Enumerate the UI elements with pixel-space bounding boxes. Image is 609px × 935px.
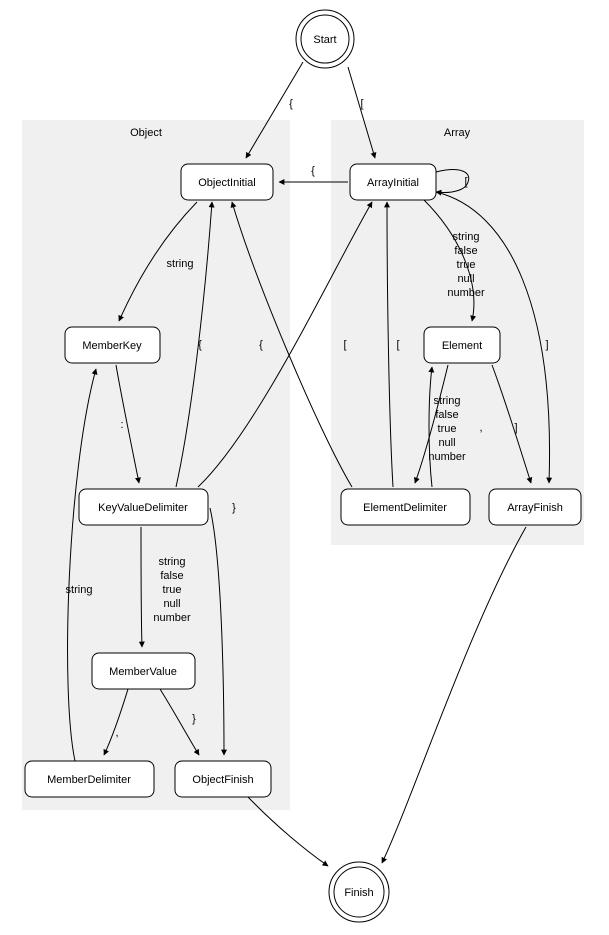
node-element[interactable] bbox=[424, 327, 500, 363]
node-object-initial-label: ObjectInitial bbox=[198, 176, 256, 189]
edge-label-array-element-l5: number bbox=[447, 286, 485, 299]
edge-label-elementdelim-element-l2: false bbox=[435, 408, 459, 421]
edge-label-object-memberkey: string bbox=[166, 257, 194, 270]
edge-label-kvd-membervalue-l5: number bbox=[153, 611, 191, 624]
cluster-array-label: Array bbox=[443, 126, 471, 139]
node-array-finish-label: ArrayFinish bbox=[507, 501, 563, 514]
node-member-key-label: MemberKey bbox=[82, 339, 142, 352]
edge-arrayfinish-finish bbox=[382, 527, 526, 863]
node-element-label: Element bbox=[441, 339, 483, 352]
node-object-finish-label: ObjectFinish bbox=[192, 773, 254, 786]
edge-label-array-arrayfinish: ] bbox=[545, 338, 549, 351]
edge-label-array-self: [ bbox=[464, 175, 468, 188]
node-array-finish[interactable] bbox=[489, 489, 581, 525]
edge-label-elementdelim-object: { bbox=[259, 338, 263, 351]
edge-label-kvd-membervalue-l2: false bbox=[160, 569, 184, 582]
edge-label-array-element-l2: false bbox=[454, 244, 478, 257]
node-array-initial-label: ArrayInitial bbox=[367, 176, 419, 189]
cluster-object bbox=[22, 120, 290, 810]
node-object-initial[interactable] bbox=[181, 164, 273, 200]
node-start-label: Start bbox=[313, 33, 337, 46]
edge-label-memberdelim-memberkey: string bbox=[65, 583, 93, 596]
edge-label-kvd-membervalue-l1: string bbox=[158, 555, 186, 568]
node-member-delimiter-label: MemberDelimiter bbox=[47, 773, 131, 786]
node-element-delimiter[interactable] bbox=[341, 489, 470, 525]
node-array-initial[interactable] bbox=[350, 164, 436, 200]
edge-label-kvd-membervalue-l3: true bbox=[162, 583, 182, 596]
edge-label-kvd-objectfinish: } bbox=[232, 501, 236, 514]
edge-label-membervalue-memberdelim: , bbox=[115, 726, 119, 739]
edge-label-start-array: [ bbox=[360, 97, 364, 110]
node-member-value-label: MemberValue bbox=[109, 665, 177, 678]
edge-label-elementdelim-element-l5: number bbox=[428, 450, 466, 463]
node-key-value-delimiter-label: KeyValueDelimiter bbox=[98, 501, 188, 514]
node-object-finish[interactable] bbox=[175, 761, 271, 797]
edge-label-array-element-l4: null bbox=[457, 272, 475, 285]
node-member-key[interactable] bbox=[65, 327, 160, 363]
edge-label-kvd-membervalue-l4: null bbox=[163, 597, 181, 610]
edge-label-kvd-array: [ bbox=[343, 338, 347, 351]
edge-label-memberkey-kvd: : bbox=[120, 418, 124, 431]
edge-label-membervalue-objectfinish: } bbox=[192, 712, 196, 725]
node-key-value-delimiter[interactable] bbox=[79, 489, 208, 525]
edge-label-element-elementdelim: , bbox=[479, 421, 483, 434]
edge-label-elementdelim-element-l4: null bbox=[438, 436, 456, 449]
edge-label-elementdelim-array: [ bbox=[396, 338, 400, 351]
edge-label-array-object: { bbox=[311, 164, 315, 177]
edge-label-elementdelim-element-l3: true bbox=[437, 422, 457, 435]
node-finish-label: Finish bbox=[344, 886, 374, 899]
node-start[interactable] bbox=[296, 10, 354, 68]
cluster-object-label: Object bbox=[130, 126, 162, 139]
edge-label-elementdelim-element-l1: string bbox=[433, 394, 461, 407]
edge-label-array-element-l3: true bbox=[456, 258, 476, 271]
node-member-value[interactable] bbox=[92, 653, 195, 689]
edge-label-kvd-object: { bbox=[198, 338, 202, 351]
node-finish[interactable] bbox=[329, 862, 389, 922]
edge-label-start-object: { bbox=[289, 97, 293, 110]
edge-label-array-element-l1: string bbox=[452, 230, 480, 243]
node-element-delimiter-label: ElementDelimiter bbox=[363, 501, 447, 514]
edge-label-element-arrayfinish: ] bbox=[514, 421, 518, 434]
node-member-delimiter[interactable] bbox=[25, 761, 154, 797]
